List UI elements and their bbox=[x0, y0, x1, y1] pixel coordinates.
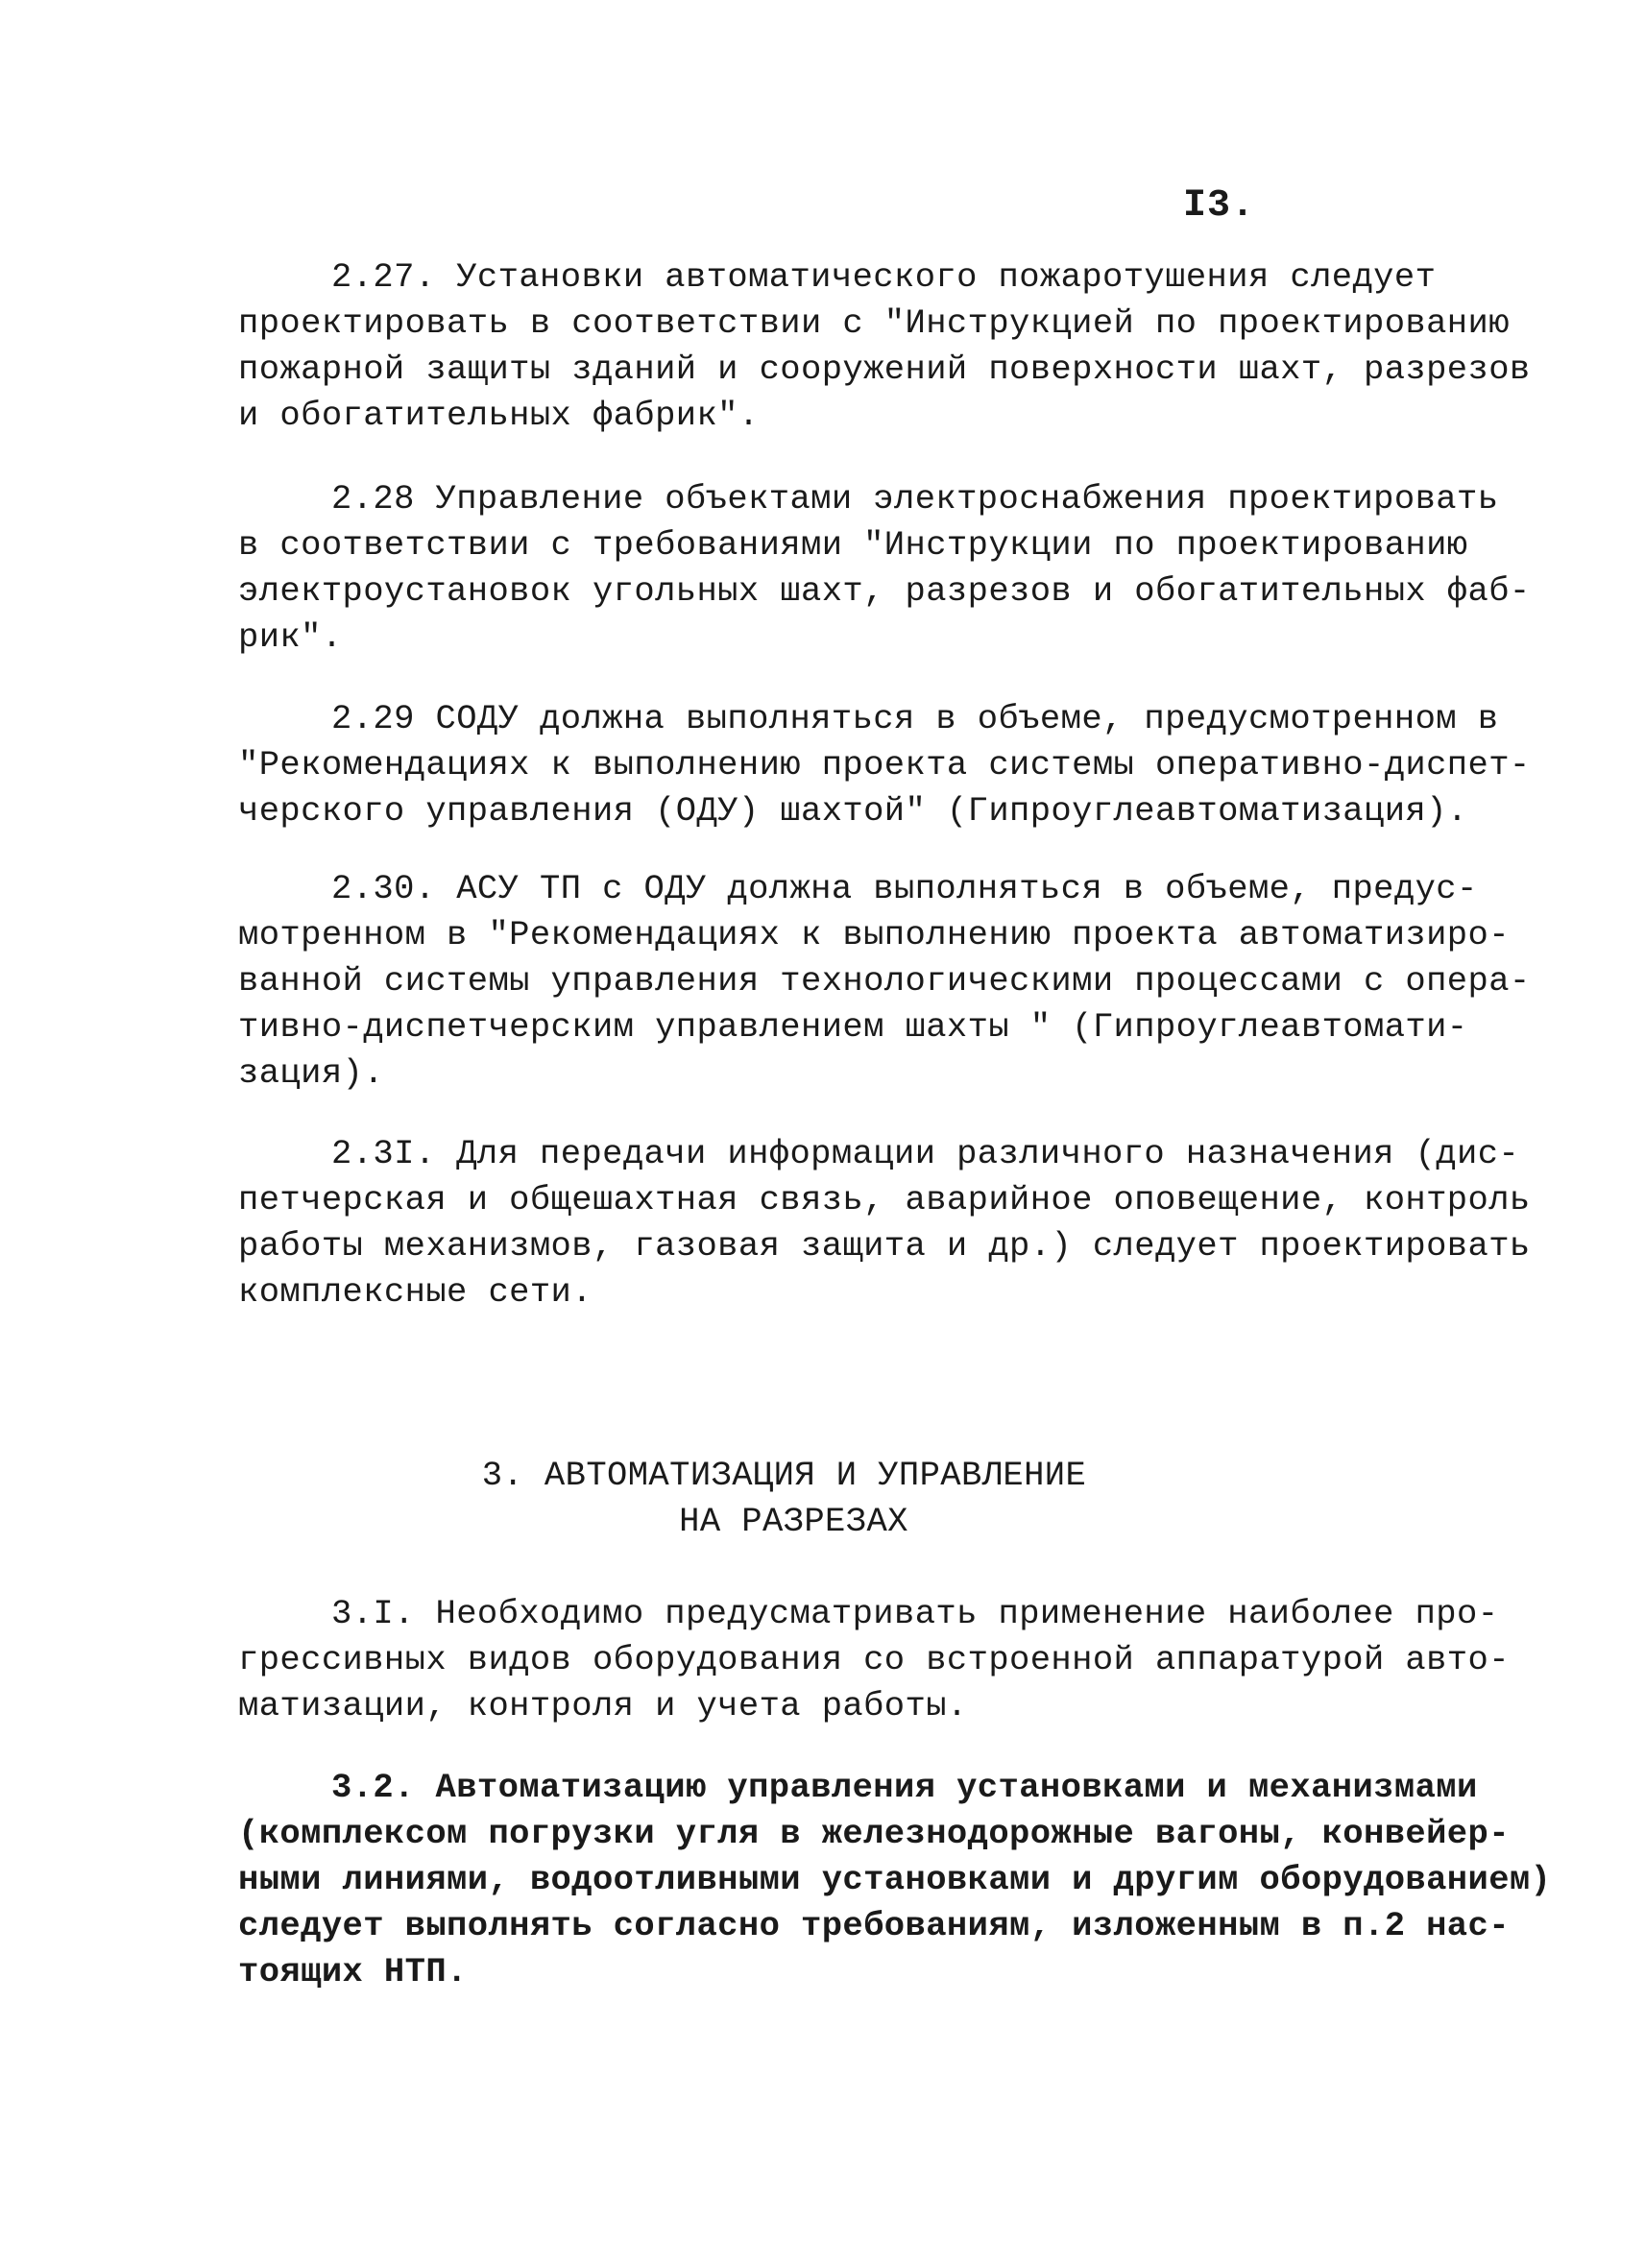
text-line: 2.29 СОДУ должна выполняться в объеме, предусмотренном в bbox=[331, 699, 1499, 738]
text-line: тоящих НТП. bbox=[238, 1952, 468, 1991]
text-line: в соответствии с требованиями "Инструкции по проектированию bbox=[238, 525, 1468, 565]
text-line: рик". bbox=[238, 617, 343, 657]
text-line: следует выполнять согласно требованиям, изложенным в п.2 нас- bbox=[238, 1906, 1510, 1945]
text-line: проектировать в соответствии с "Инструкцией по проектированию bbox=[238, 303, 1510, 343]
text-line: 2.27. Установки автоматического пожаротушения следует bbox=[331, 257, 1437, 297]
section-heading-line: НА РАЗРЕЗАХ bbox=[679, 1502, 908, 1541]
page-number: I3. bbox=[1183, 184, 1256, 228]
text-line: и обогатительных фабрик". bbox=[238, 396, 760, 435]
text-line: ными линиями, водоотливными установками и другим оборудованием) bbox=[238, 1860, 1552, 1899]
text-line: петчерская и общешахтная связь, аварийное оповещение, контроль bbox=[238, 1180, 1531, 1219]
text-line: 2.28 Управление объектами электроснабжения проектировать bbox=[331, 479, 1499, 519]
text-line: 3.2. Автоматизацию управления установками и механизмами bbox=[331, 1768, 1478, 1807]
text-line: комплексные сети. bbox=[238, 1272, 593, 1312]
text-line: работы механизмов, газовая защита и др.) следует проектировать bbox=[238, 1226, 1531, 1266]
text-line: электроустановок угольных шахт, разрезов и обогатительных фаб- bbox=[238, 571, 1531, 611]
text-line: "Рекомендациях к выполнению проекта системы оперативно-диспет- bbox=[238, 745, 1531, 784]
text-line: 2.3I. Для передачи информации различного назначения (дис- bbox=[331, 1134, 1520, 1173]
text-line: матизации, контроля и учета работы. bbox=[238, 1686, 968, 1725]
text-line: грессивных видов оборудования со встроенной аппаратурой авто- bbox=[238, 1640, 1510, 1679]
text-line: ванной системы управления технологическими процессами с опера- bbox=[238, 961, 1531, 1001]
text-line: мотренном в "Рекомендациях к выполнению проекта автоматизиро- bbox=[238, 915, 1510, 954]
text-line: черского управления (ОДУ) шахтой" (Гипроуглеавтоматизация). bbox=[238, 791, 1468, 831]
text-line: тивно-диспетчерским управлением шахты " (Гипроуглеавтомати- bbox=[238, 1007, 1468, 1047]
text-line: 3.I. Необходимо предусматривать применение наиболее про- bbox=[331, 1594, 1499, 1633]
text-line: 2.30. АСУ ТП с ОДУ должна выполняться в объеме, предус- bbox=[331, 869, 1478, 908]
text-line: пожарной защиты зданий и сооружений поверхности шахт, разрезов bbox=[238, 350, 1531, 389]
section-heading-line: 3. АВТОМАТИЗАЦИЯ И УПРАВЛЕНИЕ bbox=[481, 1456, 1087, 1495]
text-line: зация). bbox=[238, 1053, 384, 1093]
text-line: (комплексом погрузки угля в железнодорожные вагоны, конвейер- bbox=[238, 1814, 1510, 1853]
